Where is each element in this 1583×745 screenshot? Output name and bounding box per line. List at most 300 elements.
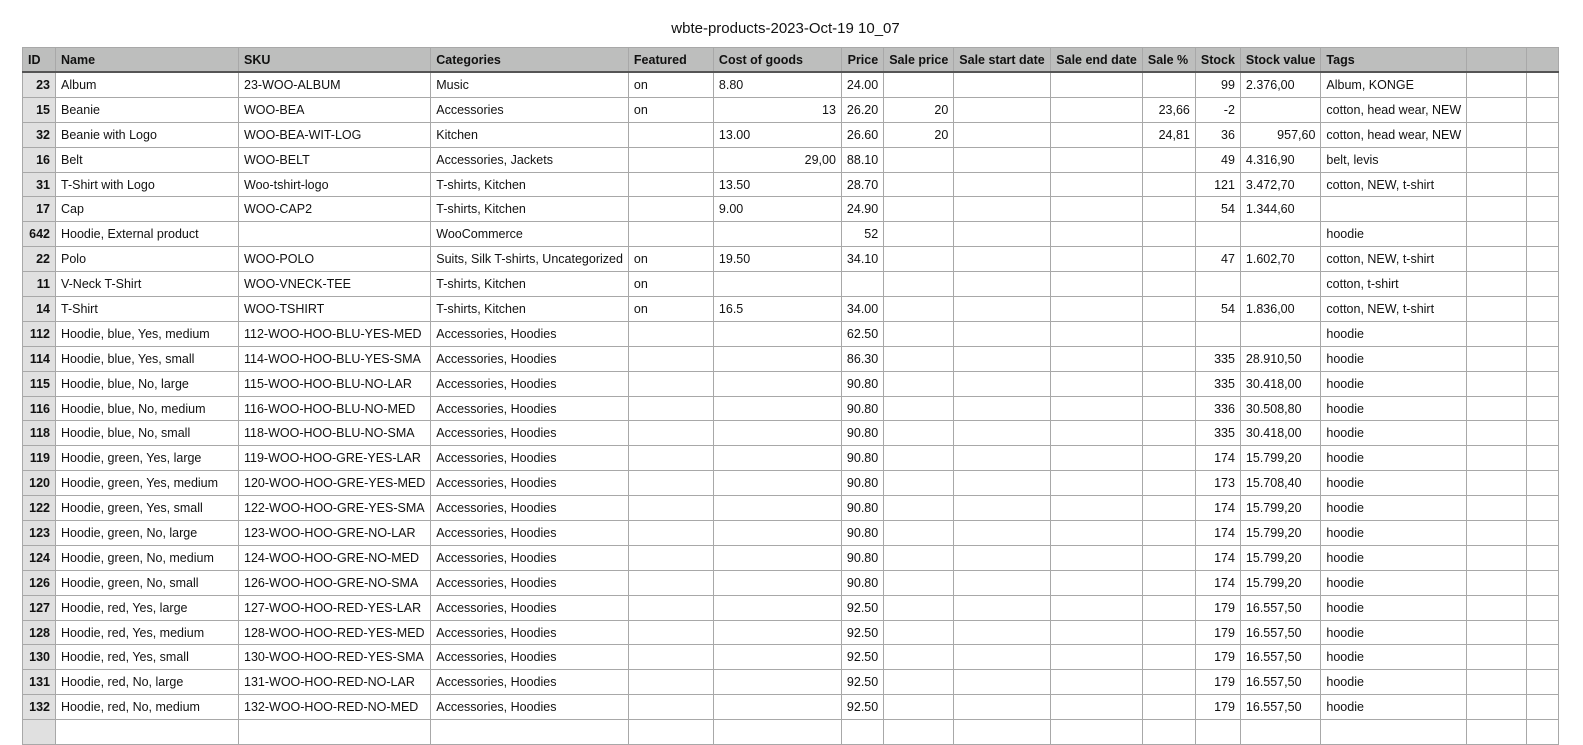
cell-extra-2[interactable] <box>1527 272 1559 297</box>
cell-stock-value[interactable]: 3.472,70 <box>1240 172 1320 197</box>
cell-extra-2[interactable] <box>1527 247 1559 272</box>
cell-id[interactable] <box>23 720 56 745</box>
cell-sale-start-date[interactable] <box>954 297 1051 322</box>
cell-sale-price[interactable] <box>884 197 954 222</box>
cell-sale-price[interactable] <box>884 695 954 720</box>
cell-featured[interactable]: on <box>628 272 713 297</box>
cell-stock-value[interactable]: 15.708,40 <box>1240 471 1320 496</box>
cell-tags[interactable] <box>1321 197 1467 222</box>
cell-extra-1[interactable] <box>1467 720 1527 745</box>
cell-sale-percent[interactable] <box>1142 695 1195 720</box>
cell-name[interactable]: Beanie <box>56 97 239 122</box>
cell-extra-1[interactable] <box>1467 421 1527 446</box>
cell-featured[interactable] <box>628 670 713 695</box>
cell-price[interactable]: 62.50 <box>841 321 883 346</box>
cell-sale-price[interactable] <box>884 72 954 97</box>
cell-extra-1[interactable] <box>1467 197 1527 222</box>
cell-id[interactable]: 32 <box>23 122 56 147</box>
cell-categories[interactable]: Accessories, Hoodies <box>431 421 629 446</box>
cell-sale-price[interactable] <box>884 172 954 197</box>
cell-tags[interactable]: hoodie <box>1321 496 1467 521</box>
cell-sku[interactable]: WOO-BEA <box>239 97 431 122</box>
cell-sale-start-date[interactable] <box>954 247 1051 272</box>
cell-sale-start-date[interactable] <box>954 97 1051 122</box>
cell-cost-of-goods[interactable] <box>713 695 841 720</box>
cell-extra-1[interactable] <box>1467 272 1527 297</box>
cell-stock-value[interactable]: 1.602,70 <box>1240 247 1320 272</box>
cell-sale-price[interactable] <box>884 346 954 371</box>
cell-name[interactable]: T-Shirt with Logo <box>56 172 239 197</box>
cell-sku[interactable]: WOO-CAP2 <box>239 197 431 222</box>
cell-sale-start-date[interactable] <box>954 521 1051 546</box>
cell-name[interactable]: Hoodie, blue, Yes, medium <box>56 321 239 346</box>
cell-sku[interactable]: 116-WOO-HOO-BLU-NO-MED <box>239 396 431 421</box>
cell-sale-price[interactable] <box>884 521 954 546</box>
cell-name[interactable]: Hoodie, red, No, medium <box>56 695 239 720</box>
cell-sale-price[interactable] <box>884 371 954 396</box>
cell-id[interactable]: 23 <box>23 72 56 97</box>
cell-extra-1[interactable] <box>1467 595 1527 620</box>
cell-extra-2[interactable] <box>1527 197 1559 222</box>
cell-categories[interactable]: WooCommerce <box>431 222 629 247</box>
cell-id[interactable]: 11 <box>23 272 56 297</box>
cell-id[interactable]: 14 <box>23 297 56 322</box>
cell-name[interactable]: Polo <box>56 247 239 272</box>
cell-tags[interactable]: cotton, NEW, t-shirt <box>1321 297 1467 322</box>
cell-sale-end-date[interactable] <box>1051 72 1143 97</box>
cell-extra-2[interactable] <box>1527 595 1559 620</box>
cell-name[interactable]: Beanie with Logo <box>56 122 239 147</box>
cell-sale-end-date[interactable] <box>1051 421 1143 446</box>
cell-stock-value[interactable]: 1.836,00 <box>1240 297 1320 322</box>
cell-sale-start-date[interactable] <box>954 496 1051 521</box>
cell-sale-price[interactable] <box>884 446 954 471</box>
cell-featured[interactable] <box>628 720 713 745</box>
cell-sale-percent[interactable] <box>1142 545 1195 570</box>
cell-featured[interactable] <box>628 595 713 620</box>
cell-tags[interactable]: hoodie <box>1321 545 1467 570</box>
cell-sale-percent[interactable] <box>1142 396 1195 421</box>
cell-sale-price[interactable] <box>884 147 954 172</box>
cell-stock-value[interactable]: 16.557,50 <box>1240 695 1320 720</box>
cell-cost-of-goods[interactable] <box>713 346 841 371</box>
cell-extra-2[interactable] <box>1527 645 1559 670</box>
cell-sku[interactable]: 124-WOO-HOO-GRE-NO-MED <box>239 545 431 570</box>
cell-sale-start-date[interactable] <box>954 620 1051 645</box>
cell-sale-end-date[interactable] <box>1051 670 1143 695</box>
cell-categories[interactable]: Accessories, Hoodies <box>431 321 629 346</box>
cell-sale-percent[interactable] <box>1142 72 1195 97</box>
cell-categories[interactable]: Accessories, Hoodies <box>431 695 629 720</box>
cell-id[interactable]: 112 <box>23 321 56 346</box>
cell-sale-start-date[interactable] <box>954 222 1051 247</box>
cell-tags[interactable]: hoodie <box>1321 222 1467 247</box>
cell-tags[interactable]: hoodie <box>1321 595 1467 620</box>
cell-extra-2[interactable] <box>1527 147 1559 172</box>
cell-tags[interactable]: hoodie <box>1321 645 1467 670</box>
column-header-cost-of-goods[interactable]: Cost of goods <box>713 48 841 73</box>
cell-sale-price[interactable] <box>884 321 954 346</box>
cell-name[interactable]: Hoodie, blue, No, large <box>56 371 239 396</box>
cell-id[interactable]: 128 <box>23 620 56 645</box>
cell-cost-of-goods[interactable] <box>713 720 841 745</box>
cell-stock[interactable]: 179 <box>1195 645 1240 670</box>
cell-extra-2[interactable] <box>1527 620 1559 645</box>
cell-sale-price[interactable] <box>884 247 954 272</box>
cell-sale-end-date[interactable] <box>1051 297 1143 322</box>
cell-extra-1[interactable] <box>1467 371 1527 396</box>
cell-sku[interactable]: WOO-TSHIRT <box>239 297 431 322</box>
cell-sale-start-date[interactable] <box>954 396 1051 421</box>
column-header-categories[interactable]: Categories <box>431 48 629 73</box>
cell-stock-value[interactable] <box>1240 97 1320 122</box>
cell-cost-of-goods[interactable] <box>713 321 841 346</box>
cell-price[interactable]: 86.30 <box>841 346 883 371</box>
cell-stock[interactable]: 49 <box>1195 147 1240 172</box>
cell-stock-value[interactable]: 30.418,00 <box>1240 371 1320 396</box>
cell-stock-value[interactable]: 30.418,00 <box>1240 421 1320 446</box>
cell-sale-end-date[interactable] <box>1051 521 1143 546</box>
cell-categories[interactable]: Accessories, Hoodies <box>431 545 629 570</box>
cell-stock-value[interactable]: 15.799,20 <box>1240 521 1320 546</box>
cell-extra-2[interactable] <box>1527 222 1559 247</box>
cell-tags[interactable]: hoodie <box>1321 446 1467 471</box>
cell-extra-2[interactable] <box>1527 321 1559 346</box>
cell-cost-of-goods[interactable] <box>713 545 841 570</box>
cell-stock[interactable]: 335 <box>1195 421 1240 446</box>
cell-extra-2[interactable] <box>1527 396 1559 421</box>
cell-sku[interactable]: 126-WOO-HOO-GRE-NO-SMA <box>239 570 431 595</box>
cell-sale-percent[interactable] <box>1142 172 1195 197</box>
cell-price[interactable]: 24.00 <box>841 72 883 97</box>
cell-price[interactable]: 28.70 <box>841 172 883 197</box>
cell-categories[interactable]: Accessories, Hoodies <box>431 670 629 695</box>
cell-sku[interactable]: WOO-POLO <box>239 247 431 272</box>
cell-name[interactable]: Hoodie, green, No, medium <box>56 545 239 570</box>
cell-sale-start-date[interactable] <box>954 172 1051 197</box>
cell-name[interactable]: Hoodie, blue, Yes, small <box>56 346 239 371</box>
cell-id[interactable]: 127 <box>23 595 56 620</box>
cell-stock[interactable] <box>1195 272 1240 297</box>
cell-stock-value[interactable]: 2.376,00 <box>1240 72 1320 97</box>
cell-id[interactable]: 123 <box>23 521 56 546</box>
cell-sale-end-date[interactable] <box>1051 97 1143 122</box>
cell-featured[interactable] <box>628 396 713 421</box>
cell-sku[interactable]: 120-WOO-HOO-GRE-YES-MED <box>239 471 431 496</box>
cell-sale-percent[interactable] <box>1142 197 1195 222</box>
cell-categories[interactable]: Suits, Silk T-shirts, Uncategorized <box>431 247 629 272</box>
cell-categories[interactable]: Accessories, Hoodies <box>431 645 629 670</box>
column-header-sku[interactable]: SKU <box>239 48 431 73</box>
cell-extra-2[interactable] <box>1527 720 1559 745</box>
cell-sku[interactable]: 122-WOO-HOO-GRE-YES-SMA <box>239 496 431 521</box>
cell-stock[interactable]: 47 <box>1195 247 1240 272</box>
cell-name[interactable]: Hoodie, green, Yes, medium <box>56 471 239 496</box>
cell-featured[interactable] <box>628 122 713 147</box>
cell-tags[interactable]: belt, levis <box>1321 147 1467 172</box>
cell-stock-value[interactable]: 15.799,20 <box>1240 446 1320 471</box>
cell-sale-percent[interactable]: 24,81 <box>1142 122 1195 147</box>
cell-featured[interactable]: on <box>628 247 713 272</box>
cell-extra-2[interactable] <box>1527 695 1559 720</box>
cell-stock-value[interactable]: 4.316,90 <box>1240 147 1320 172</box>
cell-cost-of-goods[interactable] <box>713 421 841 446</box>
cell-stock[interactable] <box>1195 222 1240 247</box>
cell-extra-1[interactable] <box>1467 97 1527 122</box>
column-header-sale-end-date[interactable]: Sale end date <box>1051 48 1143 73</box>
column-header-extra-2[interactable] <box>1527 48 1559 73</box>
cell-name[interactable]: V-Neck T-Shirt <box>56 272 239 297</box>
cell-stock-value[interactable]: 16.557,50 <box>1240 595 1320 620</box>
cell-id[interactable]: 124 <box>23 545 56 570</box>
cell-stock[interactable]: 99 <box>1195 72 1240 97</box>
cell-id[interactable]: 22 <box>23 247 56 272</box>
cell-sale-percent[interactable] <box>1142 222 1195 247</box>
cell-tags[interactable]: hoodie <box>1321 471 1467 496</box>
cell-extra-1[interactable] <box>1467 670 1527 695</box>
cell-sale-percent[interactable] <box>1142 371 1195 396</box>
cell-id[interactable]: 115 <box>23 371 56 396</box>
cell-extra-1[interactable] <box>1467 147 1527 172</box>
cell-name[interactable]: Hoodie, green, No, small <box>56 570 239 595</box>
cell-name[interactable]: Hoodie, red, No, large <box>56 670 239 695</box>
cell-price[interactable]: 24.90 <box>841 197 883 222</box>
cell-sale-price[interactable] <box>884 496 954 521</box>
cell-name[interactable]: Hoodie, blue, No, medium <box>56 396 239 421</box>
cell-extra-1[interactable] <box>1467 321 1527 346</box>
cell-cost-of-goods[interactable] <box>713 496 841 521</box>
cell-cost-of-goods[interactable] <box>713 620 841 645</box>
cell-price[interactable]: 90.80 <box>841 471 883 496</box>
cell-id[interactable]: 126 <box>23 570 56 595</box>
cell-sale-percent[interactable] <box>1142 645 1195 670</box>
cell-featured[interactable]: on <box>628 72 713 97</box>
cell-cost-of-goods[interactable] <box>713 446 841 471</box>
cell-name[interactable]: T-Shirt <box>56 297 239 322</box>
cell-stock[interactable]: 174 <box>1195 496 1240 521</box>
cell-name[interactable]: Hoodie, red, Yes, small <box>56 645 239 670</box>
cell-sale-start-date[interactable] <box>954 570 1051 595</box>
cell-sale-price[interactable] <box>884 570 954 595</box>
cell-stock[interactable]: 174 <box>1195 545 1240 570</box>
cell-featured[interactable] <box>628 346 713 371</box>
cell-categories[interactable]: T-shirts, Kitchen <box>431 272 629 297</box>
cell-price[interactable]: 90.80 <box>841 446 883 471</box>
cell-extra-2[interactable] <box>1527 670 1559 695</box>
cell-stock[interactable] <box>1195 321 1240 346</box>
cell-tags[interactable]: hoodie <box>1321 521 1467 546</box>
cell-stock[interactable]: 36 <box>1195 122 1240 147</box>
cell-stock[interactable]: 179 <box>1195 620 1240 645</box>
cell-sku[interactable]: 118-WOO-HOO-BLU-NO-SMA <box>239 421 431 446</box>
cell-extra-2[interactable] <box>1527 297 1559 322</box>
cell-id[interactable]: 122 <box>23 496 56 521</box>
cell-stock-value[interactable]: 15.799,20 <box>1240 570 1320 595</box>
cell-sale-start-date[interactable] <box>954 72 1051 97</box>
cell-name[interactable]: Cap <box>56 197 239 222</box>
cell-sku[interactable]: WOO-BEA-WIT-LOG <box>239 122 431 147</box>
cell-sale-end-date[interactable] <box>1051 371 1143 396</box>
cell-categories[interactable]: Accessories, Hoodies <box>431 570 629 595</box>
cell-id[interactable]: 116 <box>23 396 56 421</box>
cell-sale-end-date[interactable] <box>1051 247 1143 272</box>
cell-sku[interactable]: 130-WOO-HOO-RED-YES-SMA <box>239 645 431 670</box>
cell-categories[interactable]: Accessories, Hoodies <box>431 496 629 521</box>
cell-sale-price[interactable] <box>884 595 954 620</box>
column-header-tags[interactable]: Tags <box>1321 48 1467 73</box>
cell-sale-price[interactable]: 20 <box>884 122 954 147</box>
cell-sale-end-date[interactable] <box>1051 396 1143 421</box>
cell-sale-start-date[interactable] <box>954 321 1051 346</box>
cell-sale-price[interactable] <box>884 620 954 645</box>
cell-stock[interactable]: 179 <box>1195 670 1240 695</box>
cell-sku[interactable]: 115-WOO-HOO-BLU-NO-LAR <box>239 371 431 396</box>
cell-price[interactable]: 90.80 <box>841 545 883 570</box>
cell-name[interactable]: Belt <box>56 147 239 172</box>
cell-tags[interactable]: hoodie <box>1321 371 1467 396</box>
cell-stock[interactable]: -2 <box>1195 97 1240 122</box>
cell-categories[interactable]: Accessories, Hoodies <box>431 620 629 645</box>
cell-sale-end-date[interactable] <box>1051 147 1143 172</box>
cell-stock[interactable]: 179 <box>1195 695 1240 720</box>
cell-sale-price[interactable]: 20 <box>884 97 954 122</box>
cell-price[interactable]: 26.60 <box>841 122 883 147</box>
cell-sale-price[interactable] <box>884 222 954 247</box>
cell-extra-2[interactable] <box>1527 545 1559 570</box>
cell-id[interactable]: 130 <box>23 645 56 670</box>
column-header-stock[interactable]: Stock <box>1195 48 1240 73</box>
column-header-sale-price[interactable]: Sale price <box>884 48 954 73</box>
cell-cost-of-goods[interactable]: 16.5 <box>713 297 841 322</box>
cell-price[interactable]: 92.50 <box>841 595 883 620</box>
cell-sale-percent[interactable] <box>1142 496 1195 521</box>
cell-sku[interactable]: 128-WOO-HOO-RED-YES-MED <box>239 620 431 645</box>
cell-cost-of-goods[interactable] <box>713 645 841 670</box>
cell-tags[interactable]: hoodie <box>1321 620 1467 645</box>
cell-cost-of-goods[interactable] <box>713 272 841 297</box>
cell-price[interactable]: 92.50 <box>841 695 883 720</box>
cell-extra-1[interactable] <box>1467 620 1527 645</box>
cell-extra-2[interactable] <box>1527 521 1559 546</box>
cell-extra-2[interactable] <box>1527 371 1559 396</box>
cell-price[interactable]: 52 <box>841 222 883 247</box>
column-header-price[interactable]: Price <box>841 48 883 73</box>
cell-sale-start-date[interactable] <box>954 545 1051 570</box>
cell-cost-of-goods[interactable]: 29,00 <box>713 147 841 172</box>
cell-sale-start-date[interactable] <box>954 595 1051 620</box>
cell-tags[interactable]: hoodie <box>1321 346 1467 371</box>
cell-stock[interactable]: 173 <box>1195 471 1240 496</box>
cell-price[interactable]: 90.80 <box>841 521 883 546</box>
cell-stock[interactable]: 54 <box>1195 297 1240 322</box>
cell-sale-start-date[interactable] <box>954 371 1051 396</box>
cell-sku[interactable]: WOO-BELT <box>239 147 431 172</box>
cell-categories[interactable]: T-shirts, Kitchen <box>431 172 629 197</box>
cell-sale-price[interactable] <box>884 670 954 695</box>
cell-extra-1[interactable] <box>1467 72 1527 97</box>
cell-tags[interactable] <box>1321 720 1467 745</box>
column-header-featured[interactable]: Featured <box>628 48 713 73</box>
cell-sale-percent[interactable] <box>1142 620 1195 645</box>
cell-sku[interactable]: 23-WOO-ALBUM <box>239 72 431 97</box>
cell-categories[interactable]: Accessories, Hoodies <box>431 371 629 396</box>
cell-extra-1[interactable] <box>1467 172 1527 197</box>
cell-sale-end-date[interactable] <box>1051 346 1143 371</box>
cell-id[interactable]: 642 <box>23 222 56 247</box>
cell-sale-end-date[interactable] <box>1051 197 1143 222</box>
cell-cost-of-goods[interactable]: 13.50 <box>713 172 841 197</box>
cell-tags[interactable]: cotton, t-shirt <box>1321 272 1467 297</box>
cell-stock[interactable]: 54 <box>1195 197 1240 222</box>
cell-extra-2[interactable] <box>1527 97 1559 122</box>
cell-sku[interactable]: 114-WOO-HOO-BLU-YES-SMA <box>239 346 431 371</box>
cell-sale-percent[interactable] <box>1142 570 1195 595</box>
cell-id[interactable]: 120 <box>23 471 56 496</box>
cell-stock-value[interactable] <box>1240 720 1320 745</box>
cell-extra-2[interactable] <box>1527 446 1559 471</box>
cell-categories[interactable]: Accessories <box>431 97 629 122</box>
cell-featured[interactable] <box>628 645 713 670</box>
cell-sale-percent[interactable] <box>1142 421 1195 446</box>
cell-stock[interactable]: 174 <box>1195 570 1240 595</box>
cell-sale-price[interactable] <box>884 645 954 670</box>
cell-featured[interactable] <box>628 197 713 222</box>
cell-name[interactable]: Hoodie, red, Yes, medium <box>56 620 239 645</box>
cell-sale-end-date[interactable] <box>1051 496 1143 521</box>
cell-price[interactable]: 90.80 <box>841 371 883 396</box>
cell-categories[interactable]: Accessories, Hoodies <box>431 521 629 546</box>
cell-stock[interactable]: 121 <box>1195 172 1240 197</box>
cell-id[interactable]: 17 <box>23 197 56 222</box>
cell-stock-value[interactable] <box>1240 222 1320 247</box>
cell-categories[interactable]: Accessories, Hoodies <box>431 396 629 421</box>
cell-tags[interactable]: hoodie <box>1321 321 1467 346</box>
column-header-id[interactable]: ID <box>23 48 56 73</box>
cell-featured[interactable] <box>628 147 713 172</box>
cell-extra-1[interactable] <box>1467 396 1527 421</box>
cell-cost-of-goods[interactable]: 9.00 <box>713 197 841 222</box>
cell-categories[interactable]: Accessories, Hoodies <box>431 471 629 496</box>
cell-sale-price[interactable] <box>884 272 954 297</box>
cell-stock-value[interactable] <box>1240 272 1320 297</box>
cell-sale-start-date[interactable] <box>954 720 1051 745</box>
cell-categories[interactable] <box>431 720 629 745</box>
cell-extra-1[interactable] <box>1467 471 1527 496</box>
cell-featured[interactable] <box>628 570 713 595</box>
cell-id[interactable]: 118 <box>23 421 56 446</box>
cell-extra-2[interactable] <box>1527 172 1559 197</box>
cell-price[interactable]: 92.50 <box>841 670 883 695</box>
cell-price[interactable] <box>841 272 883 297</box>
cell-stock[interactable]: 174 <box>1195 446 1240 471</box>
cell-sale-price[interactable] <box>884 720 954 745</box>
cell-sale-percent[interactable] <box>1142 321 1195 346</box>
column-header-sale-start-date[interactable]: Sale start date <box>954 48 1051 73</box>
cell-featured[interactable] <box>628 471 713 496</box>
cell-categories[interactable]: Accessories, Hoodies <box>431 346 629 371</box>
cell-featured[interactable] <box>628 496 713 521</box>
column-header-name[interactable]: Name <box>56 48 239 73</box>
cell-sku[interactable]: 131-WOO-HOO-RED-NO-LAR <box>239 670 431 695</box>
cell-sale-percent[interactable] <box>1142 272 1195 297</box>
cell-stock-value[interactable]: 957,60 <box>1240 122 1320 147</box>
cell-categories[interactable]: Accessories, Jackets <box>431 147 629 172</box>
cell-price[interactable]: 90.80 <box>841 496 883 521</box>
cell-sale-price[interactable] <box>884 297 954 322</box>
cell-sale-end-date[interactable] <box>1051 570 1143 595</box>
cell-id[interactable]: 114 <box>23 346 56 371</box>
cell-sku[interactable]: 112-WOO-HOO-BLU-YES-MED <box>239 321 431 346</box>
